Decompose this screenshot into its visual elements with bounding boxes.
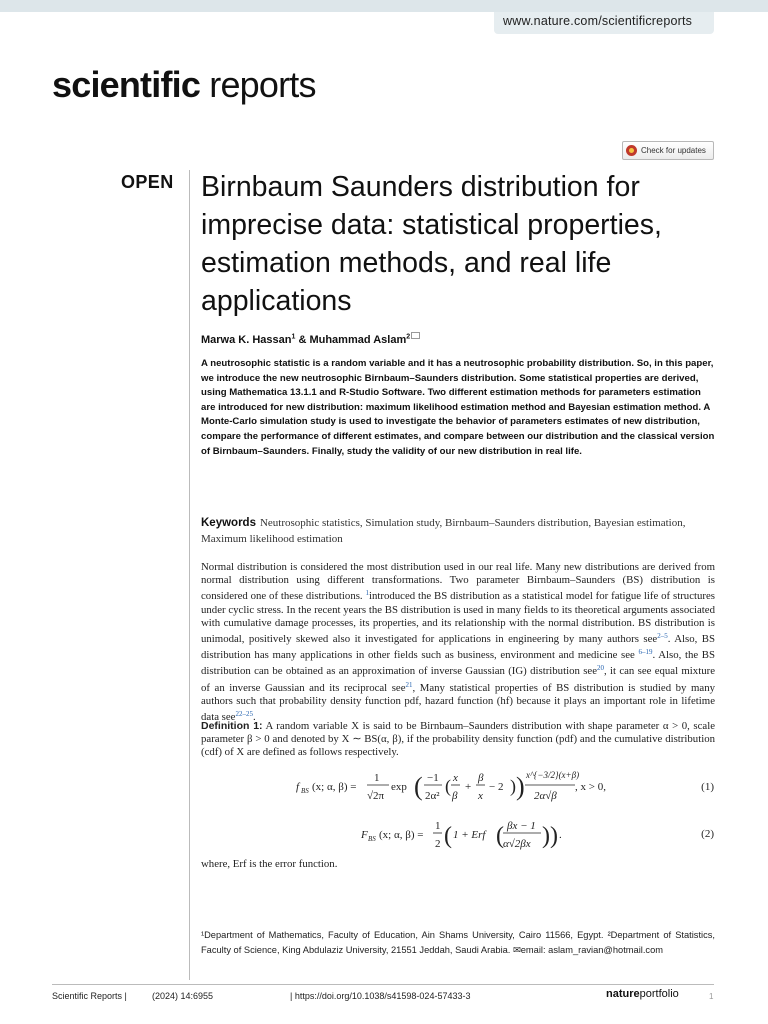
eq1-paren: ( [414, 772, 423, 801]
intro-text: Normal distribution is considered the most distribution used in our real life. Many new distributions are derived from normal distribution using different transformations. Two parameter Birnbaum–Saunders (BS) distribution is considered one of these distributions. [201, 561, 715, 603]
eq2-in-num: βx − 1 [507, 820, 536, 832]
eq1-inner-num: −1 [427, 772, 439, 784]
eq2-half-num: 1 [435, 820, 441, 832]
keywords-list: Neutrosophic statistics, Simulation study, Birnbaum–Saunders distribution, Bayesian estimation, Maximum likelihood estimation [201, 517, 686, 545]
eq1-paren: ( [445, 776, 451, 796]
affiliation-ref[interactable]: 2 [406, 333, 411, 341]
author-name[interactable]: Marwa K. Hassan [201, 334, 292, 346]
eq1-lhs: f [296, 781, 300, 793]
eq2-half-den: 2 [435, 838, 441, 850]
equation-cdf [355, 814, 595, 858]
keywords-label: Keywords [201, 517, 256, 529]
equation-pdf [290, 764, 650, 808]
citation-link[interactable]: 21 [405, 680, 413, 689]
check-for-updates-button[interactable] [622, 141, 714, 160]
footer-volume: (2024) 14:6955 [152, 991, 214, 1001]
keywords-block [201, 516, 715, 547]
np-light: portfolio [639, 988, 679, 1000]
footer-journal: Scientific Reports | [52, 991, 127, 1001]
intro-text: introduced the BS distribution as a statistical model for fatigue life of structures under cyclic stress. In the recent years the BS distribution is used in many fields to its theoretical arguments associated with cumulative damage processes, its properties, and its relationship with the normal distribution. BS distribution is unimodal, positively skewed also it investigated for applications in engineering by many authors see [201, 590, 715, 646]
eq1-t2-num: β [478, 772, 484, 784]
logo-reports: reports [200, 64, 316, 105]
erf-note: where, Erf is the error function. [201, 858, 338, 870]
definition-label: Definition 1: [201, 720, 263, 732]
eq1-const-num: 1 [374, 772, 380, 784]
affiliation-ref[interactable]: 1 [291, 333, 296, 341]
intro-text: . Also, BS distribution has many applications in other fields such as business, environment and medicine see [201, 633, 715, 662]
eq1-args: (x; α, β) = [312, 781, 357, 793]
page-number: 1 [709, 992, 714, 1001]
citation-link[interactable]: 6–19 [638, 648, 653, 657]
intro-text: , Many statistical properties of BS distribution is studied by many authors such that probability density function pdf, hazard function (hf) because it plays an important role in lifetime data see [201, 681, 715, 724]
eq1-t2-den: x [478, 790, 483, 802]
eq2-paren: ( [496, 823, 504, 849]
eq1-exp: exp [391, 781, 407, 793]
equation-number: (1) [701, 781, 714, 793]
eq2-paren: ) [542, 823, 550, 849]
definition-paragraph [201, 720, 715, 760]
citation-link[interactable]: 1 [365, 589, 369, 598]
equation-number: (2) [701, 828, 714, 840]
top-band [0, 0, 768, 12]
eq2-in-den: α√2βx [503, 838, 531, 850]
abstract: A neutrosophic statistic is a random variable and it has a neutrosophic probability distribution. So, in this paper, we introduce the new neutrosophic Birnbaum–Saunders distribution. Some statistical properties are derived, using Mathematica 13.1.1 and R-Studio Software. Two different estimation methods for parameters estimation are introduced for new distribution: maximum likelihood estimation method and Bayesian estimation method. A Monte-Carlo simulation study is used to investigate the behavior of parameters estimates of new distribution, compare the performance of different estimates, and compare between our distribution and the classical version of Birnbaum–Saunders. Finally, study the validity of our new distribution in real life. [201, 358, 715, 457]
eq2-args: (x; α, β) = [379, 829, 424, 841]
introduction-paragraph [201, 561, 715, 724]
author-separator: & [295, 334, 310, 346]
eq1-const-den: √2π [367, 790, 385, 802]
eq2-erf: 1 + Erf [453, 829, 486, 841]
journal-logo [52, 64, 316, 106]
eq1-paren: ) [510, 776, 516, 796]
eq1-frac-den: 2α√β [534, 790, 557, 802]
eq2-paren: ( [444, 823, 452, 849]
eq1-t1-den: β [452, 790, 458, 802]
affiliations: ¹Department of Mathematics, Faculty of Education, Ain Shams University, Cairo 11566, Egypt. ²Department of Statistics, Faculty of Science, King Abdulaziz University, 21551 Jeddah, Saudi Arabia. ✉email: aslam_ravian@hotmail.com [201, 930, 715, 955]
vertical-divider [189, 170, 190, 980]
eq1-t1-num: x [453, 772, 458, 784]
intro-text: . Also, the BS distribution can be obtained as an approximation of inverse Gaussian (IG) distribution see [201, 649, 715, 678]
eq1-plus: + [465, 781, 472, 793]
eq1-minus2: − 2 [489, 781, 504, 793]
doi-link[interactable]: | https://doi.org/10.1038/s41598-024-57433-3 [290, 991, 471, 1001]
open-access-badge: OPEN [121, 172, 174, 192]
np-bold: nature [606, 988, 640, 1000]
eq1-sub: BS [301, 787, 309, 795]
citation-link[interactable]: 2–5 [657, 632, 668, 641]
eq1-frac-num: x^{−3/2}(x+β) [526, 770, 580, 780]
definition-text: A random variable X is said to be Birnbaum–Saunders distribution with shape parameter α > 0, scale parameter β > 0 and denoted by X ∼ BS(α, β), if the probability density function (pdf) and the cumulative distribution (cdf) of X are defined as follows respectively. [201, 720, 715, 759]
eq2-paren: ) [550, 823, 558, 849]
eq2-tail: . [559, 829, 562, 841]
logo-scientific: scientific [52, 64, 201, 105]
citation-link[interactable]: 20 [596, 664, 604, 673]
crossmark-icon [626, 145, 637, 156]
eq2-lhs: F [361, 829, 368, 841]
intro-text: , it can see equal mixture of an inverse Gaussian and its reciprocal see [201, 665, 715, 694]
eq1-inner-den: 2α² [425, 790, 440, 802]
author-list [201, 332, 420, 346]
intro-text: . [252, 711, 256, 724]
eq1-paren: ) [516, 772, 525, 801]
citation-link[interactable]: 22–25 [235, 710, 253, 719]
eq2-sub: BS [368, 835, 376, 843]
article-title: Birnbaum Saunders distribution for imprecise data: statistical properties, estimation methods, and real life applications [201, 171, 662, 317]
journal-url-link[interactable]: www.nature.com/scientificreports [503, 14, 693, 28]
check-for-updates-label: Check for updates [641, 146, 706, 155]
nature-portfolio-logo [606, 988, 679, 1000]
author-name[interactable]: Muhammad Aslam [309, 334, 407, 346]
eq1-cond: , x > 0, [575, 781, 606, 793]
footer-divider [52, 984, 714, 985]
email-icon[interactable] [411, 332, 420, 339]
